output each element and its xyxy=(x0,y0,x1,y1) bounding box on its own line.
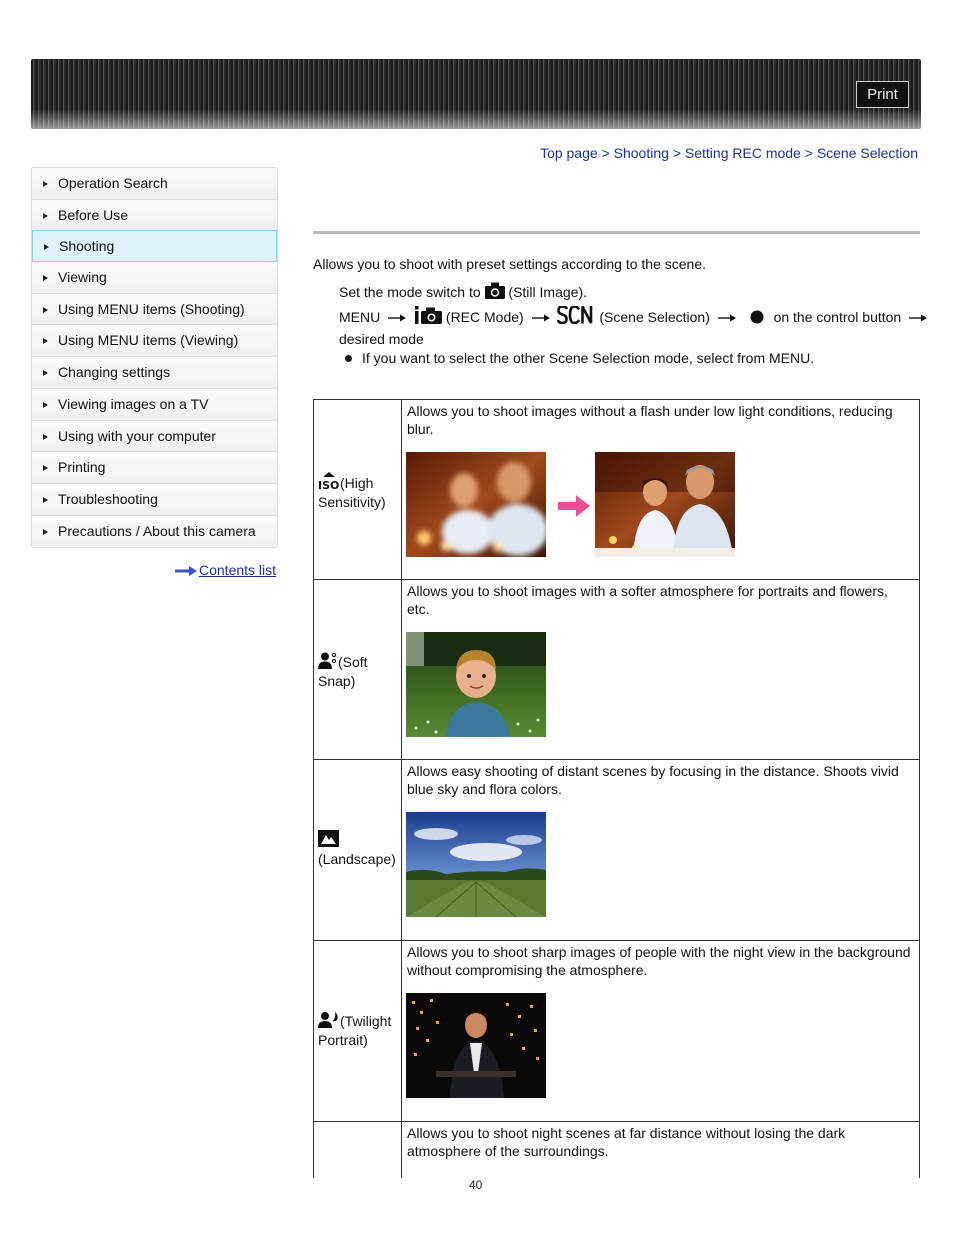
step-1-suffix: (Still Image). xyxy=(508,284,587,300)
twilight-portrait-icon xyxy=(318,1011,340,1032)
sharp-dinner-photo xyxy=(595,452,735,557)
triangle-right-icon xyxy=(43,370,48,376)
triangle-right-icon xyxy=(44,244,49,250)
mode-label-line-2: Snap) xyxy=(318,673,356,689)
print-button[interactable]: Print xyxy=(856,81,909,108)
table-row xyxy=(313,1121,920,1178)
sidebar-item-menu-shooting[interactable] xyxy=(32,294,277,326)
description-cell xyxy=(402,760,920,940)
sidebar-item-label: Using with your computer xyxy=(58,427,216,444)
sidebar-item-label: Troubleshooting xyxy=(58,490,158,507)
mode-description: Allows easy shooting of distant scenes by focusing in the distance. Shoots vivid blue sky and flora colors. xyxy=(407,763,899,797)
mode-cell xyxy=(313,941,402,1121)
table-row xyxy=(313,579,920,759)
page-number: 40 xyxy=(469,1178,483,1192)
arrow-right-icon xyxy=(558,495,590,520)
table-row xyxy=(313,940,920,1121)
description-cell xyxy=(402,1122,920,1178)
triangle-right-icon xyxy=(43,213,48,219)
triangle-right-icon xyxy=(43,465,48,471)
mode-label xyxy=(318,652,368,690)
svg-text:ISO: ISO xyxy=(318,479,340,490)
arrow-right-icon xyxy=(532,309,550,325)
triangle-right-icon xyxy=(43,402,48,408)
sidebar-item-label: Printing xyxy=(58,459,106,476)
note-bullet xyxy=(345,350,814,366)
boy-on-grass-photo xyxy=(406,632,546,737)
sidebar-item-printing[interactable] xyxy=(32,452,277,484)
mode-cell xyxy=(313,400,402,579)
mode-description: Allows you to shoot sharp images of people with the night view in the background without compromising the atmosphere. xyxy=(407,944,911,978)
triangle-right-icon xyxy=(43,307,48,313)
triangle-right-icon xyxy=(43,181,48,187)
mode-description: Allows you to shoot night scenes at far distance without losing the dark atmosphere of the surroundings. xyxy=(407,1125,846,1159)
step-2 xyxy=(339,306,931,327)
sidebar-item-label: Precautions / About this camera xyxy=(58,522,256,539)
mode-label xyxy=(318,830,396,868)
sidebar-item-menu-viewing[interactable] xyxy=(32,325,277,357)
landscape-photo xyxy=(406,812,546,917)
sidebar-item-shooting[interactable] xyxy=(32,230,277,262)
soft-snap-icon xyxy=(318,652,338,673)
title-divider xyxy=(313,231,920,234)
description-cell xyxy=(402,941,920,1121)
bullet-dot xyxy=(345,355,352,362)
mode-label-line-1: (Twilight xyxy=(340,1013,392,1029)
breadcrumb-scene-selection[interactable]: Scene Selection xyxy=(816,145,918,161)
sidebar-item-changing-settings[interactable] xyxy=(32,357,277,389)
intro-text: Allows you to shoot with preset settings according to the scene. xyxy=(313,256,706,272)
triangle-right-icon xyxy=(43,529,48,535)
step-1 xyxy=(339,282,587,302)
arrow-right-icon xyxy=(175,563,197,579)
mode-description: Allows you to shoot images with a softer atmosphere for portraits and flowers, etc. xyxy=(407,583,888,617)
sidebar-item-label: Viewing xyxy=(58,269,107,286)
sidebar-nav xyxy=(31,167,278,548)
mode-label xyxy=(318,1011,391,1049)
breadcrumb-separator: > xyxy=(804,145,813,161)
sidebar-item-viewing[interactable] xyxy=(32,262,277,294)
mode-label-line-2: Portrait) xyxy=(318,1032,368,1048)
sidebar-item-operation-search[interactable] xyxy=(32,168,277,200)
breadcrumb-separator: > xyxy=(672,145,681,161)
mode-cell xyxy=(313,580,402,759)
description-cell xyxy=(402,400,920,579)
scene-selection-label: (Scene Selection) xyxy=(599,309,710,325)
contents-list-label: Contents list xyxy=(199,562,277,578)
mode-label-line-2: (Landscape) xyxy=(318,851,396,867)
breadcrumb-separator: > xyxy=(601,145,610,161)
mode-label-line-1: (High xyxy=(340,475,374,491)
blurred-dinner-photo xyxy=(406,452,546,557)
rec-mode-icon xyxy=(414,306,442,327)
sidebar-item-label: Using MENU items (Viewing) xyxy=(58,332,239,349)
mode-cell xyxy=(313,760,402,940)
sidebar-item-precautions[interactable] xyxy=(32,516,277,548)
breadcrumb-setting-rec-mode[interactable]: Setting REC mode xyxy=(684,145,801,161)
rec-mode-label: (REC Mode) xyxy=(445,309,524,325)
mode-label-line-1: (Soft xyxy=(338,654,368,670)
scene-mode-table xyxy=(313,399,920,1178)
control-button-label: on the control button xyxy=(773,309,902,325)
table-row xyxy=(313,399,920,579)
iso-high-icon xyxy=(318,472,340,494)
arrow-right-icon xyxy=(909,309,927,325)
night-portrait-photo xyxy=(406,993,546,1098)
triangle-right-icon xyxy=(43,434,48,440)
breadcrumb-shooting[interactable]: Shooting xyxy=(613,145,669,161)
sidebar-item-viewing-tv[interactable] xyxy=(32,389,277,421)
mode-label xyxy=(318,472,386,511)
mode-label-line-2: Sensitivity) xyxy=(318,494,386,510)
breadcrumb xyxy=(540,145,918,161)
camera-icon xyxy=(485,282,505,302)
breadcrumb-top-page[interactable]: Top page xyxy=(540,145,598,161)
description-cell xyxy=(402,580,920,759)
sidebar-item-label: Shooting xyxy=(59,238,115,255)
sidebar-item-label: Operation Search xyxy=(58,175,168,191)
sidebar-item-computer[interactable] xyxy=(32,421,277,453)
step-2-continued: desired mode xyxy=(339,331,424,347)
sidebar-item-label: Viewing images on a TV xyxy=(58,395,209,412)
menu-label: MENU xyxy=(339,309,381,325)
step-1-text: Set the mode switch to xyxy=(339,284,481,300)
sidebar-item-label: Changing settings xyxy=(58,364,171,381)
contents-list-link[interactable] xyxy=(175,562,276,579)
mode-cell xyxy=(313,1122,402,1178)
scn-icon xyxy=(557,306,595,327)
mode-description: Allows you to shoot images without a flash under low light conditions, reducing blur. xyxy=(407,403,893,437)
table-row xyxy=(313,759,920,940)
arrow-right-icon xyxy=(388,309,406,325)
triangle-right-icon xyxy=(43,338,48,344)
sidebar-item-label: Using MENU items (Shooting) xyxy=(58,300,245,317)
sidebar-item-before-use[interactable] xyxy=(32,200,277,232)
sidebar-item-troubleshooting[interactable] xyxy=(32,484,277,516)
landscape-icon xyxy=(318,830,339,851)
arrow-right-icon xyxy=(718,309,736,325)
sidebar-item-label: Before Use xyxy=(58,206,129,223)
triangle-right-icon xyxy=(43,275,48,281)
control-button-center-icon xyxy=(750,310,764,327)
header-banner xyxy=(31,59,921,129)
note-text: If you want to select the other Scene Selection mode, select from MENU. xyxy=(362,350,815,366)
triangle-right-icon xyxy=(43,497,48,503)
